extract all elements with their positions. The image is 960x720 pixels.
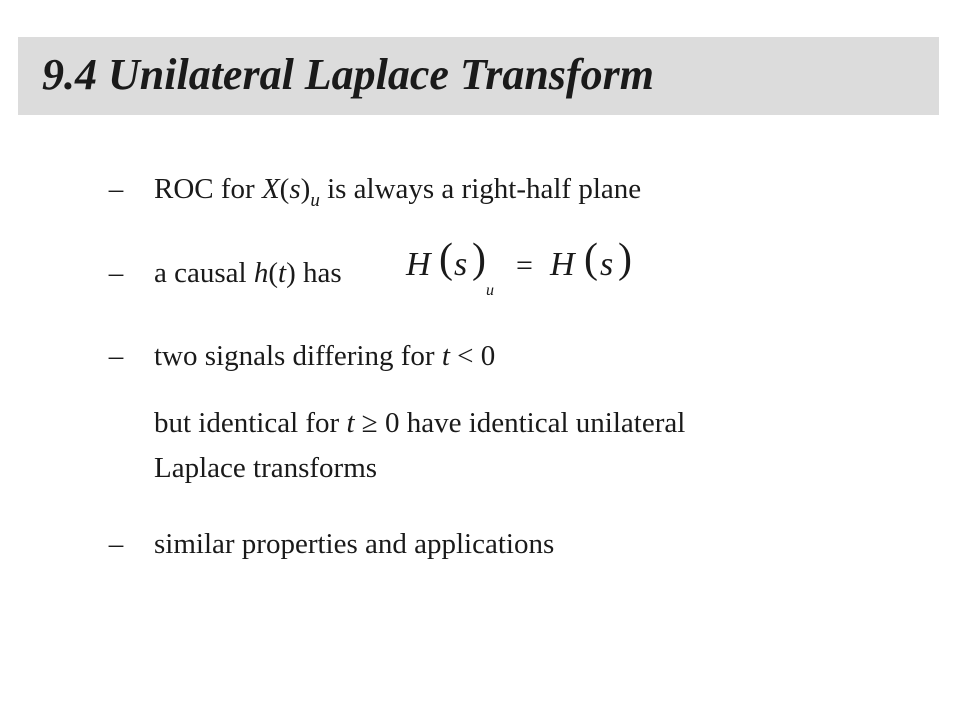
title-bar bbox=[18, 37, 939, 115]
slide-title: 9.4 Unilateral Laplace Transform bbox=[42, 50, 654, 99]
subscript-u: u bbox=[310, 190, 320, 211]
bullet-text-roc: ROC for $X(s)_u$ is always a right-half plane bbox=[154, 173, 642, 211]
bullet-text-two-signals: two signals differing for t < 0 bbox=[154, 340, 496, 372]
bullet-dash: – bbox=[108, 340, 124, 372]
bullet-dash: – bbox=[108, 528, 124, 560]
bullet-text-similar: similar properties and applications bbox=[154, 528, 555, 560]
bullet-dash: – bbox=[108, 257, 124, 289]
bullet-dash: – bbox=[108, 173, 124, 205]
bullet-text-causal: a causal h(t) has bbox=[154, 257, 342, 289]
slide: 9.4 Unilateral Laplace Transform – ROC for $X(s)_u$ is always a right-half plane – a causal h(t) has H ( s ) u = H ( s ) – two signals differing for t < 0 but identical for t ≥ 0 have identical unilateral Laplace transforms – similar properties and applications bbox=[0, 0, 960, 720]
